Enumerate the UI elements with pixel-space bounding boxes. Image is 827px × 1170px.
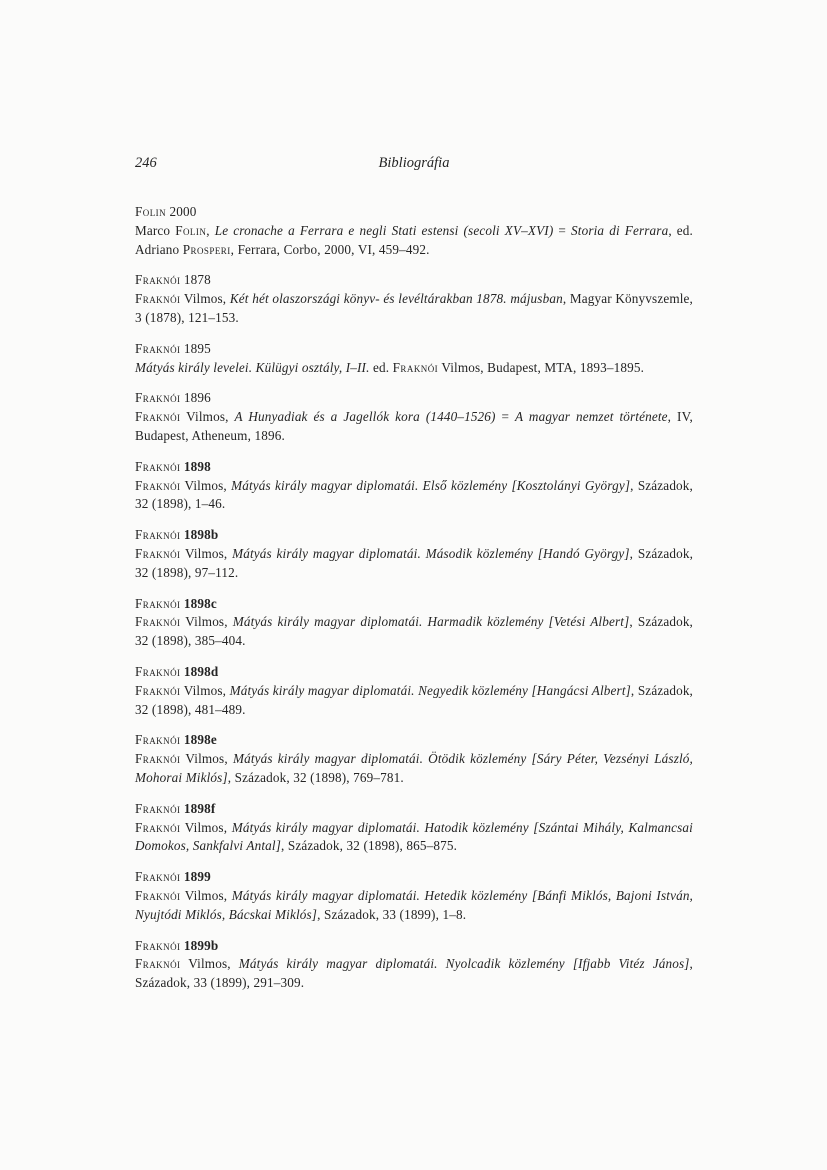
text-segment: Vilmos, [180, 545, 233, 561]
text-segment: 1898 [180, 458, 211, 474]
bibliography-entry [135, 731, 693, 787]
entry-body [135, 750, 693, 788]
entry-body [135, 887, 693, 925]
bibliography-entry [135, 663, 693, 719]
text-segment: Mátyás király magyar diplomatái. Hetedik közlemény [Bánfi Miklós, Bajoni István, Nyujtódi Miklós, Bácskai Miklós] [135, 887, 694, 922]
text-segment: , Századok, 33 (1899), 1–8. [317, 906, 467, 922]
text-segment: Fraknói [135, 458, 181, 474]
bibliography-entry [135, 389, 693, 445]
entry-body [135, 819, 693, 857]
text-segment: Fraknói [135, 545, 181, 561]
text-segment: Vilmos, [180, 614, 233, 630]
entry-body [135, 290, 693, 328]
entry-label [135, 458, 693, 477]
bibliography-entry [135, 526, 693, 582]
entry-label [135, 800, 693, 819]
text-segment: Marco [135, 222, 176, 238]
text-segment: , Ferrara, Corbo, 2000, VI, 459–492. [230, 241, 430, 257]
bibliography-entry [135, 458, 693, 514]
text-segment: , Magyar Könyvszemle, 3 (1878), 121–153. [135, 291, 693, 325]
text-segment: Két hét olaszországi könyv- és levéltárakban 1878. májusban [229, 291, 563, 307]
text-segment: 1898f [180, 800, 216, 816]
text-segment: = [495, 409, 516, 425]
text-segment: Folin [175, 222, 207, 238]
entry-body [135, 955, 693, 993]
text-segment: Vilmos, [180, 682, 230, 698]
page-header [135, 153, 693, 173]
text-segment: Fraknói [135, 595, 181, 611]
text-segment: , ed. Adriano [135, 222, 693, 257]
entry-label [135, 271, 693, 290]
text-segment: Mátyás király magyar diplomatái. Hatodik közlemény [Szántai Mihály, Kalmancsai Domokos, Sankfalvi Antal] [135, 819, 693, 854]
text-segment: Mátyás király magyar diplomatái. Nyolcadik közlemény [Ifjabb Vitéz János] [238, 956, 690, 972]
text-segment: Mátyás király magyar diplomatái. Második közlemény [Handó György] [232, 545, 630, 561]
text-segment: A Hunyadiak és a Jagellók kora (1440–1526) [234, 409, 496, 425]
entry-body [135, 682, 693, 720]
text-segment: , Századok, 32 (1898), 481–489. [135, 682, 694, 717]
text-segment: Mátyás király magyar diplomatái. Ötödik közlemény [Sáry Péter, Vezsényi László, Mohorai Miklós] [135, 751, 693, 785]
text-segment: 1895 [180, 340, 211, 356]
text-segment: Fraknói [135, 937, 181, 953]
text-segment: 1898d [180, 663, 219, 679]
text-segment: Fraknói [135, 390, 181, 406]
text-segment: , Századok, 32 (1898), 1–46. [135, 477, 693, 512]
entry-body [135, 408, 693, 446]
text-segment: Fraknói [135, 527, 181, 543]
text-segment: , Századok, 32 (1898), 865–875. [281, 838, 458, 854]
entry-label [135, 937, 693, 956]
page-number: 246 [135, 155, 157, 171]
entry-body [135, 477, 693, 515]
text-segment: Fraknói [135, 956, 181, 972]
entry-label [135, 203, 693, 222]
text-segment: Fraknói [135, 682, 181, 698]
text-segment: 1899 [180, 869, 211, 885]
text-segment: Vilmos, [180, 291, 230, 307]
bibliography-entry [135, 203, 693, 259]
text-segment: Fraknói [135, 291, 181, 307]
bibliography-entry [135, 800, 693, 856]
text-segment: Prosperi [182, 241, 231, 257]
entry-label [135, 731, 693, 750]
text-segment: , Századok, 32 (1898), 769–781. [227, 769, 404, 785]
text-segment: Mátyás király magyar diplomatái. Negyedik közlemény [Hangácsi Albert] [229, 682, 631, 698]
text-segment: Fraknói [135, 819, 181, 835]
bibliography-entry [135, 868, 693, 924]
text-segment: Vilmos, [180, 887, 232, 903]
bibliography-entry [135, 595, 693, 651]
bibliography-entry [135, 340, 693, 378]
entry-body [135, 545, 693, 583]
text-segment: , Századok, 32 (1898), 385–404. [135, 614, 694, 649]
text-segment: Fraknói [135, 409, 181, 425]
text-segment: Vilmos, [180, 751, 233, 767]
entry-label [135, 389, 693, 408]
text-segment: 1898b [180, 527, 219, 543]
text-segment: Fraknói [135, 340, 181, 356]
text-segment: Fraknói [135, 751, 181, 767]
text-segment: 1899b [180, 937, 219, 953]
entry-body [135, 359, 693, 378]
entry-label [135, 340, 693, 359]
entry-body [135, 613, 693, 651]
text-segment: Folin [135, 204, 167, 219]
text-segment: Le cronache a Ferrara e negli Stati estensi (secoli XV–XVI) [214, 222, 554, 238]
text-segment: Fraknói [135, 663, 181, 679]
text-segment: Storia di Ferrara [571, 222, 669, 238]
entry-body [135, 222, 693, 260]
text-segment: Fraknói [135, 800, 181, 816]
bibliography-entry [135, 271, 693, 327]
text-segment: Fraknói [392, 359, 439, 375]
text-segment: 1898c [180, 595, 217, 611]
page-content [135, 153, 693, 1005]
text-segment: Vilmos, [180, 956, 239, 972]
bibliography-entries [135, 203, 693, 993]
text-segment: Mátyás király magyar diplomatái. Első közlemény [Kosztolányi György] [231, 477, 631, 493]
text-segment: Vilmos, [180, 819, 232, 835]
entry-label [135, 526, 693, 545]
text-segment: Fraknói [135, 887, 181, 903]
text-segment: , IV, Budapest, Atheneum, 1896. [135, 409, 693, 443]
text-segment: 1878 [180, 272, 211, 288]
text-segment: Mátyás király levelei. Külügyi osztály, I–II. [135, 359, 370, 375]
text-segment: Vilmos, [180, 409, 235, 425]
text-segment: Fraknói [135, 614, 181, 630]
text-segment: Fraknói [135, 869, 181, 885]
text-segment: 1898e [180, 732, 217, 748]
text-segment: Fraknói [135, 477, 181, 493]
entry-label [135, 663, 693, 682]
text-segment: , Századok, 33 (1899), 291–309. [135, 956, 693, 991]
text-segment: 2000 [166, 204, 197, 219]
text-segment: , [206, 222, 215, 238]
text-segment: Fraknói [135, 732, 181, 748]
entry-label [135, 868, 693, 887]
entry-label [135, 595, 693, 614]
bibliography-entry [135, 937, 693, 993]
text-segment: A magyar nemzet története [515, 409, 668, 425]
text-segment: ed. [369, 359, 393, 375]
text-segment: 1896 [180, 390, 211, 406]
text-segment: = [553, 222, 572, 238]
page-title: Bibliográfia [378, 155, 450, 171]
text-segment: Vilmos, [180, 477, 232, 493]
text-segment: , Századok, 32 (1898), 97–112. [135, 545, 694, 580]
text-segment: Fraknói [135, 272, 181, 288]
text-segment: Mátyás király magyar diplomatái. Harmadik közlemény [Vetési Albert] [232, 614, 630, 630]
text-segment: Vilmos, Budapest, MTA, 1893–1895. [438, 359, 645, 375]
